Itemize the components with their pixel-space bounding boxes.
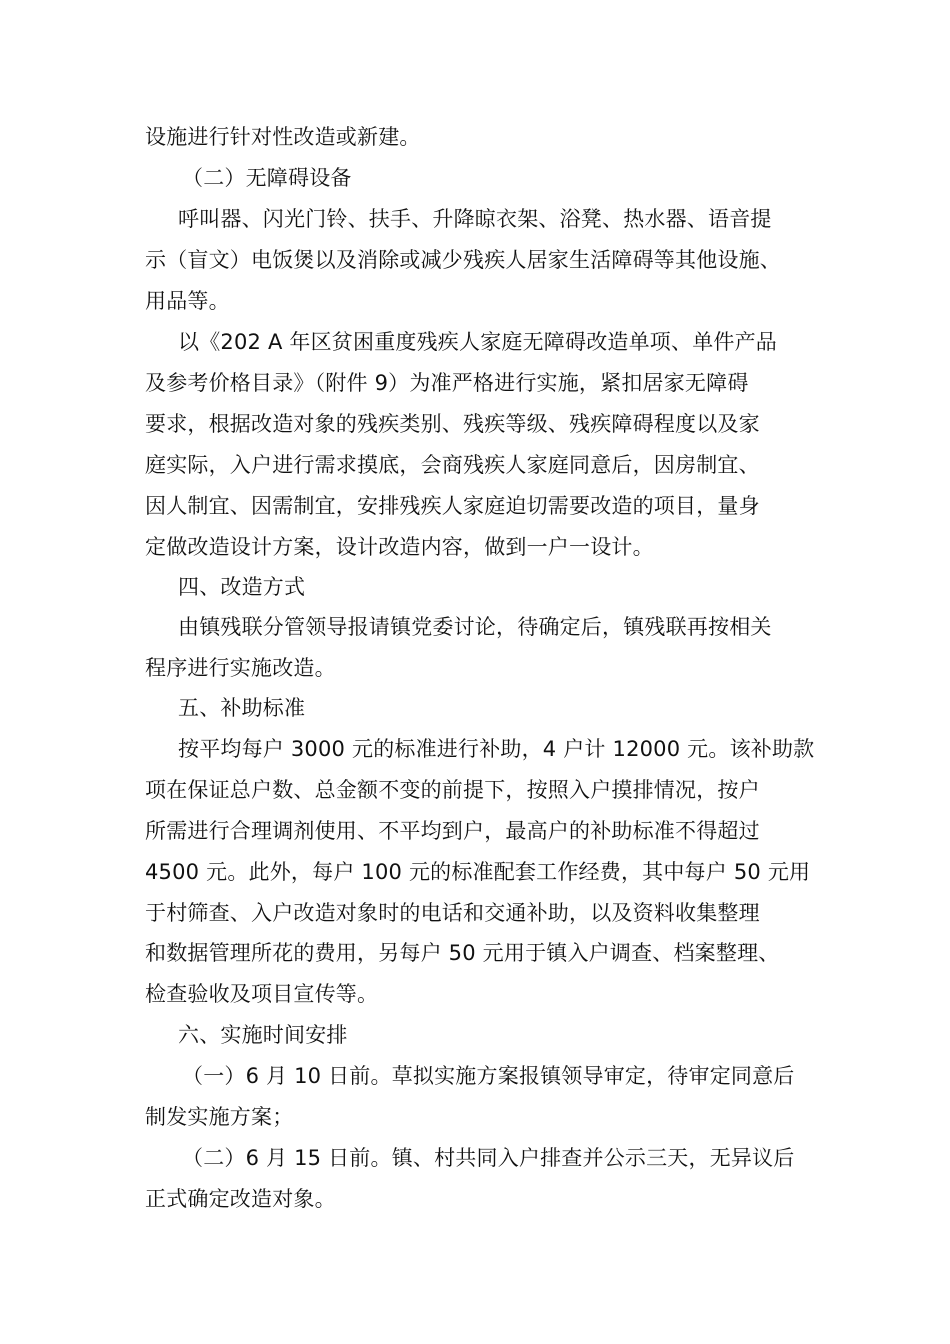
- text-line: 由镇残联分管领导报请镇党委讨论，待确定后，镇残联再按相关: [178, 615, 772, 639]
- text-line: 程序进行实施改造。: [145, 656, 336, 680]
- text-line: 于村筛查、入户改造对象时的电话和交通补助，以及资料收集整理: [145, 901, 760, 925]
- text-line: 用品等。: [145, 289, 230, 313]
- text-line: 和数据管理所花的费用，另每户 50 元用于镇入户调查、档案整理、: [145, 941, 780, 965]
- text-line: 以《202 A 年区贫困重度残疾人家庭无障碍改造单项、单件产品: [178, 330, 777, 354]
- text-line: 呼叫器、闪光门铃、扶手、升降晾衣架、浴凳、热水器、语音提: [178, 207, 772, 231]
- text-line: （二）6 月 15 日前。镇、村共同入户排查并公示三天，无异议后: [182, 1146, 795, 1170]
- section-heading: （二）无障碍设备: [182, 166, 352, 190]
- text-line: 4500 元。此外，每户 100 元的标准配套工作经费，其中每户 50 元用: [145, 860, 811, 884]
- text-line: （一）6 月 10 日前。草拟实施方案报镇领导审定，待审定同意后: [182, 1064, 795, 1088]
- section-heading: 六、实施时间安排: [178, 1023, 348, 1047]
- text-line: 所需进行合理调剂使用、不平均到户，最高户的补助标准不得超过: [145, 819, 760, 843]
- text-line: 正式确定改造对象。: [145, 1187, 336, 1211]
- section-heading: 五、补助标准: [178, 696, 306, 720]
- text-line: 因人制宜、因需制宜，安排残疾人家庭迫切需要改造的项目，量身: [145, 494, 760, 518]
- text-line: 及参考价格目录》（附件 9）为准严格进行实施，紧扣居家无障碍: [145, 371, 749, 395]
- section-heading: 四、改造方式: [178, 575, 306, 599]
- text-line: 按平均每户 3000 元的标准进行补助，4 户计 12000 元。该补助款: [178, 737, 815, 761]
- text-line: 项在保证总户数、总金额不变的前提下，按照入户摸排情况，按户: [145, 778, 760, 802]
- text-line: 检查验收及项目宣传等。: [145, 982, 379, 1006]
- text-line: 示（盲文）电饭煲以及消除或减少残疾人居家生活障碍等其他设施、: [145, 248, 781, 272]
- text-line: 制发实施方案；: [145, 1105, 294, 1129]
- text-line: 定做改造设计方案，设计改造内容，做到一户一设计。: [145, 535, 654, 559]
- text-line: 要求，根据改造对象的残疾类别、残疾等级、残疾障碍程度以及家: [145, 412, 760, 436]
- text-line: 庭实际，入户进行需求摸底，会商残疾人家庭同意后，因房制宜、: [145, 453, 760, 477]
- text-line: 设施进行针对性改造或新建。: [145, 125, 421, 149]
